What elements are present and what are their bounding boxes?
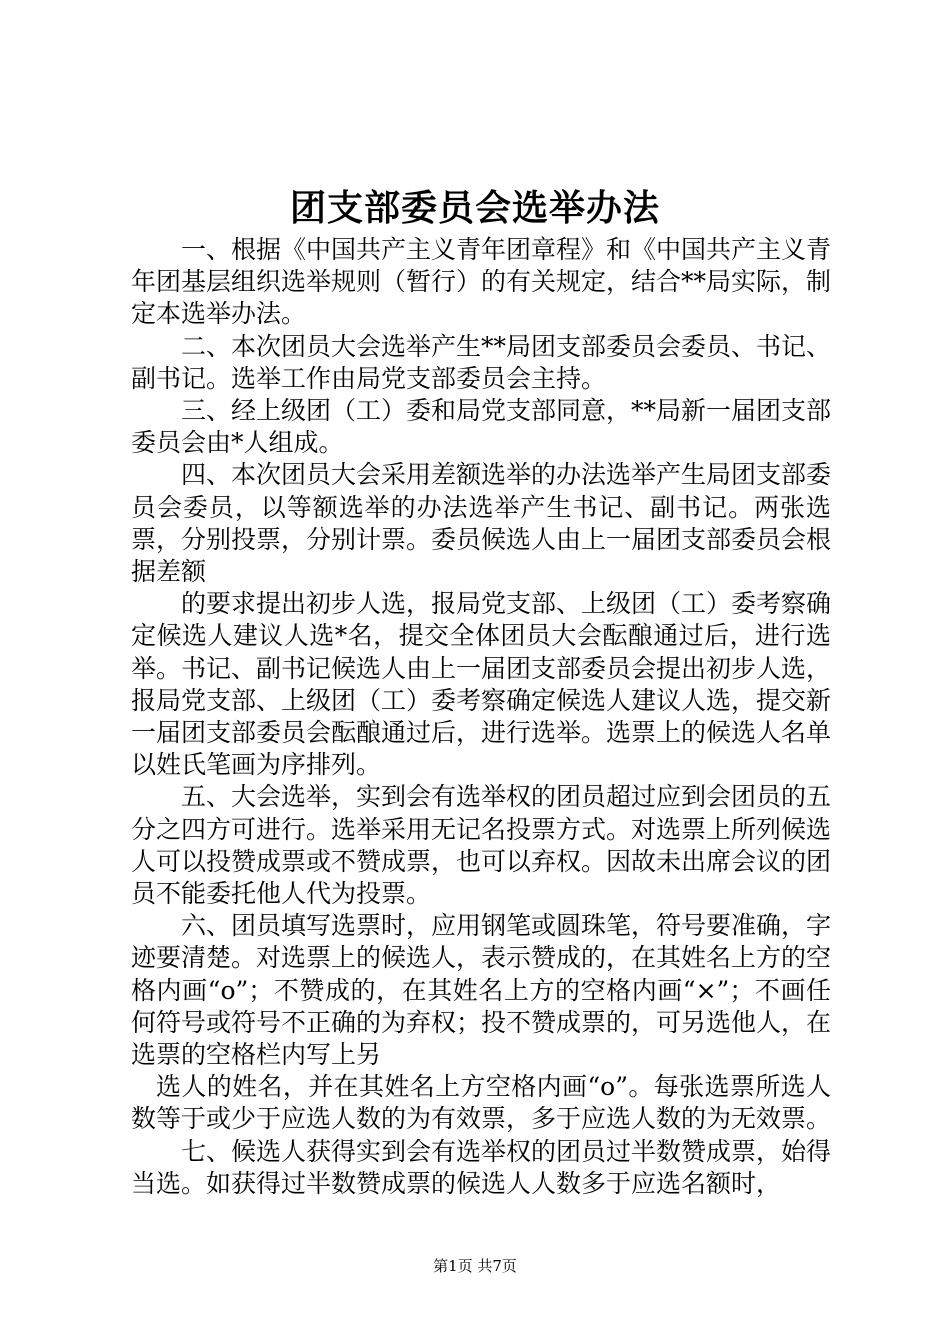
paragraph-3: 三、经上级团（工）委和局党支部同意，**局新一届团支部委员会由*人组成。 xyxy=(131,396,832,458)
paragraph-7: 七、候选人获得实到会有选举权的团员过半数赞成票，始得当选。如获得过半数赞成票的候选人人数多于应选名额时， xyxy=(131,1136,832,1198)
document-body xyxy=(131,234,831,1200)
paragraph-4-continued: 的要求提出初步人选，报局党支部、上级团（工）委考察确定候选人建议人选*名，提交全体团员大会酝酿通过后，进行选举。书记、副书记候选人由上一届团支部委员会提出初步人选，报局党支部、上级团（工）委考察确定候选人建议人选，提交新一届团支部委员会酝酿通过后，进行选举。选票上的候选人名单以姓氏笔画为序排列。 xyxy=(131,589,832,780)
paragraph-2: 二、本次团员大会选举产生**局团支部委员会委员、书记、副书记。选举工作由局党支部委员会主持。 xyxy=(131,331,832,393)
document-title: 团支部委员会选举办法 xyxy=(289,187,660,229)
paragraph-6: 六、团员填写选票时，应用钢笔或圆珠笔，符号要准确，字迹要清楚。对选票上的候选人，表示赞成的，在其姓名上方的空格内画“o”；不赞成的，在其姓名上方的空格内画“×”；不画任何符号或符号不正确的为弃权；投不赞成票的，可另选他人，在选票的空格栏内写上另 xyxy=(131,911,832,1070)
page-number-label: 第1页 共7页 xyxy=(433,1257,517,1275)
paragraph-6-continued: 选人的姓名，并在其姓名上方空格内画“o”。每张选票所选人数等于或少于应选人数的为有效票，多于应选人数的为无效票。 xyxy=(131,1072,832,1134)
page-footer xyxy=(0,1256,950,1276)
paragraph-4: 四、本次团员大会采用差额选举的办法选举产生局团支部委员会委员，以等额选举的办法选举产生书记、副书记。两张选票，分别投票，分别计票。委员候选人由上一届团支部委员会根据差额 xyxy=(131,460,832,587)
paragraph-5: 五、大会选举，实到会有选举权的团员超过应到会团员的五分之四方可进行。选举采用无记名投票方式。对选票上所列候选人可以投赞成票或不赞成票，也可以弃权。因故未出席会议的团员不能委托他人代为投票。 xyxy=(131,782,832,909)
paragraph-1: 一、根据《中国共产主义青年团章程》和《中国共产主义青年团基层组织选举规则（暂行）的有关规定，结合**局实际，制定本选举办法。 xyxy=(131,235,832,329)
